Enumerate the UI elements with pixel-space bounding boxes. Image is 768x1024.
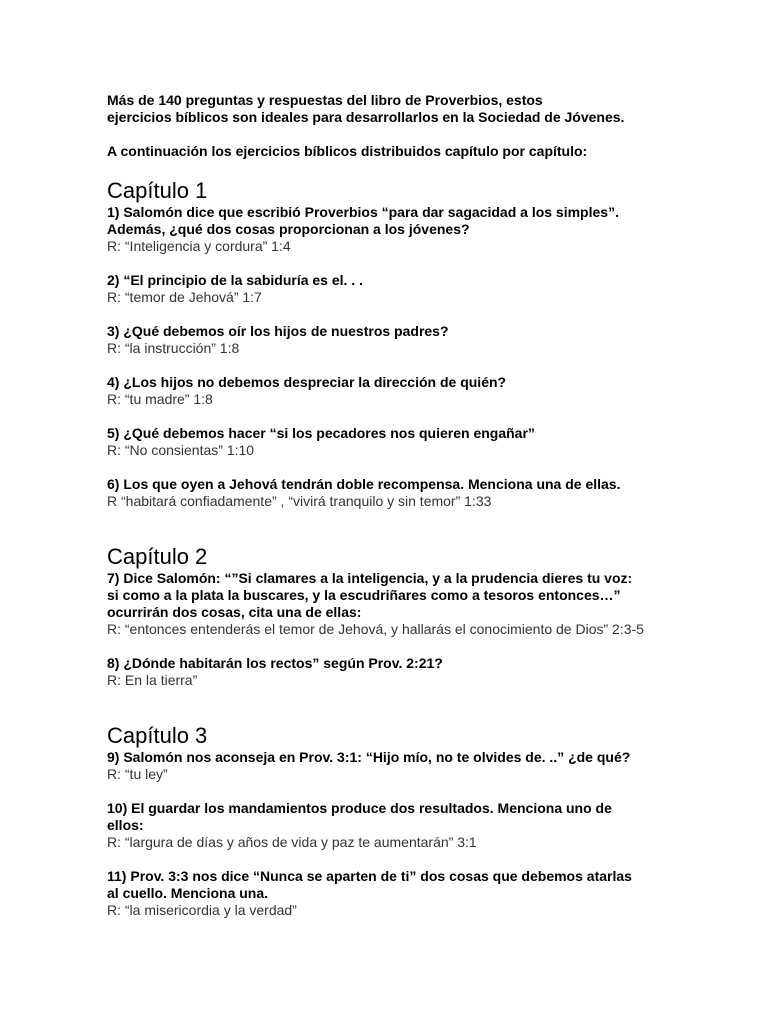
- answer: R: “la misericordia y la verdad”: [107, 902, 297, 918]
- answer: R: “Inteligencia y cordura” 1:4: [107, 238, 291, 254]
- question-item: [107, 476, 747, 510]
- question: [107, 425, 747, 442]
- answer: R: “la instrucción” 1:8: [107, 340, 240, 356]
- question-line: 10) El guardar los mandamientos produce dos resultados. Menciona uno de: [107, 800, 612, 816]
- answer: R: “entonces entenderás el temor de Jehová, y hallarás el conocimiento de Dios” 2:3-5: [107, 621, 644, 637]
- question-item: [107, 323, 747, 357]
- question-item: [107, 204, 747, 255]
- intro-subtitle: A continuación los ejercicios bíblicos distribuidos capítulo por capítulo:: [107, 143, 588, 159]
- question-line: 6) Los que oyen a Jehová tendrán doble recompensa. Menciona una de ellas.: [107, 476, 621, 492]
- question-line: 2) “El principio de la sabiduría es el. . .: [107, 272, 363, 288]
- question: [107, 868, 747, 902]
- intro-line: ejercicios bíblicos son ideales para desarrollarlos en la Sociedad de Jóvenes.: [107, 109, 625, 125]
- question: [107, 204, 747, 238]
- question-line: 9) Salomón nos aconseja en Prov. 3:1: “Hijo mío, no te olvides de. ..” ¿de qué?: [107, 749, 631, 765]
- question-line: al cuello. Menciona una.: [107, 885, 269, 901]
- question-line: ellos:: [107, 817, 144, 833]
- chapter-1: [107, 178, 747, 510]
- question-line: 11) Prov. 3:3 nos dice “Nunca se aparten de ti” dos cosas que debemos atarlas: [107, 868, 632, 884]
- question-item: [107, 868, 747, 919]
- answer: R: “largura de días y años de vida y paz te aumentarán” 3:1: [107, 834, 477, 850]
- intro-line: Más de 140 preguntas y respuestas del libro de Proverbios, estos: [107, 92, 543, 108]
- question-item: [107, 425, 747, 459]
- question-line: 7) Dice Salomón: “”Si clamares a la inteligencia, y a la prudencia dieres tu voz:: [107, 570, 633, 586]
- chapter-title: Capítulo 2: [107, 544, 208, 569]
- question: [107, 323, 747, 340]
- answer: R: “No consientas” 1:10: [107, 442, 255, 458]
- answer: R: “temor de Jehová” 1:7: [107, 289, 262, 305]
- question: [107, 800, 747, 834]
- answer: R: En la tierra”: [107, 672, 198, 688]
- question-line: 8) ¿Dónde habitarán los rectos” según Prov. 2:21?: [107, 655, 443, 671]
- chapter-title: Capítulo 1: [107, 178, 208, 203]
- question: [107, 272, 747, 289]
- question-item: [107, 272, 747, 306]
- question-line: 5) ¿Qué debemos hacer “si los pecadores nos quieren engañar”: [107, 425, 535, 441]
- chapter-title: Capítulo 3: [107, 723, 208, 748]
- question-line: Además, ¿qué dos cosas proporcionan a los jóvenes?: [107, 221, 470, 237]
- question-line: si como a la plata la buscares, y la escudriñares como a tesoros entonces…”: [107, 587, 621, 603]
- question-item: [107, 655, 747, 689]
- intro-paragraph: [107, 92, 747, 126]
- question-item: [107, 800, 747, 851]
- question-line: 1) Salomón dice que escribió Proverbios “para dar sagacidad a los simples”.: [107, 204, 619, 220]
- question: [107, 655, 747, 672]
- answer: R: “tu ley”: [107, 766, 168, 782]
- question-item: [107, 749, 747, 783]
- document-page: [107, 92, 747, 919]
- question-item: [107, 374, 747, 408]
- question: [107, 570, 747, 621]
- answer: R “habitará confiadamente” , “vivirá tranquilo y sin temor” 1:33: [107, 493, 492, 509]
- question: [107, 476, 747, 493]
- question-line: ocurrirán dos cosas, cita una de ellas:: [107, 604, 362, 620]
- question-line: 4) ¿Los hijos no debemos despreciar la dirección de quién?: [107, 374, 507, 390]
- question-line: 3) ¿Qué debemos oír los hijos de nuestros padres?: [107, 323, 449, 339]
- chapter-3: [107, 723, 747, 919]
- intro: [107, 92, 747, 160]
- question: [107, 749, 747, 766]
- answer: R: “tu madre” 1:8: [107, 391, 213, 407]
- question: [107, 374, 747, 391]
- chapter-2: [107, 544, 747, 689]
- question-item: [107, 570, 747, 638]
